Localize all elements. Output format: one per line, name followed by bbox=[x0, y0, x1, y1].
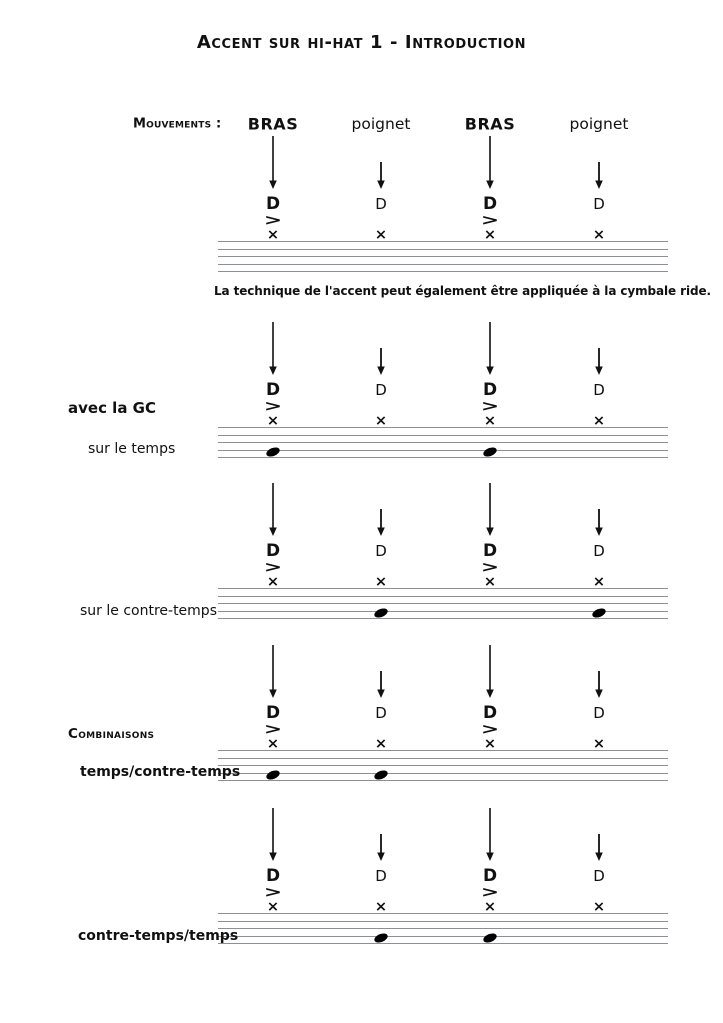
hand-letter: D bbox=[482, 380, 498, 400]
down-arrow-icon bbox=[592, 671, 606, 698]
down-arrow-icon bbox=[266, 322, 280, 375]
hand-letter: D bbox=[265, 541, 281, 561]
staff-label: sur le contre-temps bbox=[80, 603, 217, 619]
staff bbox=[218, 241, 668, 272]
down-arrow-icon bbox=[266, 645, 280, 698]
section-label: avec la GC bbox=[68, 399, 156, 417]
staff-line bbox=[218, 928, 668, 929]
hihat-notehead: × bbox=[374, 413, 388, 429]
movement-header-bras: BRAS bbox=[247, 114, 299, 134]
staff-line bbox=[218, 264, 668, 265]
hihat-notehead: × bbox=[592, 899, 606, 915]
staff bbox=[218, 750, 668, 781]
hihat-notehead: × bbox=[266, 413, 280, 429]
hihat-notehead: × bbox=[592, 413, 606, 429]
hand-letter: D bbox=[482, 194, 498, 214]
hand-letter: D bbox=[265, 194, 281, 214]
staff-label: temps/contre-temps bbox=[80, 764, 241, 780]
staff-line bbox=[218, 256, 668, 257]
accent-mark: > bbox=[480, 558, 500, 576]
staff-label: contre-temps/temps bbox=[78, 928, 239, 944]
accent-mark: > bbox=[480, 883, 500, 901]
hand-letter: D bbox=[593, 704, 605, 722]
movements-label: Mouvements : bbox=[133, 116, 222, 132]
accent-mark: > bbox=[263, 558, 283, 576]
down-arrow-icon bbox=[374, 509, 388, 536]
down-arrow-icon bbox=[592, 348, 606, 375]
accent-mark: > bbox=[480, 720, 500, 738]
down-arrow-icon bbox=[592, 509, 606, 536]
movement-header-poignet: poignet bbox=[569, 115, 629, 133]
hihat-notehead: × bbox=[374, 227, 388, 243]
staff-line bbox=[218, 435, 668, 436]
hihat-notehead: × bbox=[592, 574, 606, 590]
staff-line bbox=[218, 943, 668, 944]
accent-mark: > bbox=[263, 720, 283, 738]
staff-line bbox=[218, 780, 668, 781]
hihat-notehead: × bbox=[374, 899, 388, 915]
hand-letter: D bbox=[375, 381, 387, 399]
down-arrow-icon bbox=[592, 834, 606, 861]
staff-label: sur le temps bbox=[88, 441, 176, 457]
hihat-notehead: × bbox=[483, 227, 497, 243]
hihat-notehead: × bbox=[374, 574, 388, 590]
down-arrow-icon bbox=[374, 671, 388, 698]
down-arrow-icon bbox=[483, 136, 497, 189]
staff-line bbox=[218, 618, 668, 619]
accent-mark: > bbox=[263, 397, 283, 415]
down-arrow-icon bbox=[374, 162, 388, 189]
hand-letter: D bbox=[375, 704, 387, 722]
hihat-notehead: × bbox=[374, 736, 388, 752]
staff-line bbox=[218, 603, 668, 604]
down-arrow-icon bbox=[483, 808, 497, 861]
down-arrow-icon bbox=[592, 162, 606, 189]
hand-letter: D bbox=[593, 867, 605, 885]
hand-letter: D bbox=[265, 703, 281, 723]
staff-line bbox=[218, 936, 668, 937]
accent-mark: > bbox=[480, 211, 500, 229]
hand-letter: D bbox=[482, 703, 498, 723]
staff-line bbox=[218, 773, 668, 774]
down-arrow-icon bbox=[266, 136, 280, 189]
staff-line bbox=[218, 457, 668, 458]
staff-line bbox=[218, 765, 668, 766]
down-arrow-icon bbox=[483, 645, 497, 698]
staff-line bbox=[218, 271, 668, 272]
hand-letter: D bbox=[265, 380, 281, 400]
down-arrow-icon bbox=[374, 834, 388, 861]
staff-line bbox=[218, 450, 668, 451]
down-arrow-icon bbox=[266, 483, 280, 536]
hihat-notehead: × bbox=[483, 736, 497, 752]
hihat-notehead: × bbox=[266, 899, 280, 915]
accent-mark: > bbox=[263, 211, 283, 229]
hand-letter: D bbox=[482, 541, 498, 561]
hihat-notehead: × bbox=[266, 574, 280, 590]
hihat-notehead: × bbox=[592, 736, 606, 752]
hihat-notehead: × bbox=[266, 227, 280, 243]
page-title: Accent sur hi-hat 1 - Introduction bbox=[196, 32, 527, 53]
accent-mark: > bbox=[263, 883, 283, 901]
staff bbox=[218, 913, 668, 944]
hihat-notehead: × bbox=[592, 227, 606, 243]
hand-letter: D bbox=[593, 381, 605, 399]
accent-mark: > bbox=[480, 397, 500, 415]
staff-line bbox=[218, 596, 668, 597]
staff-line bbox=[218, 249, 668, 250]
movement-header-poignet: poignet bbox=[351, 115, 411, 133]
movement-header-bras: BRAS bbox=[464, 114, 516, 134]
hand-letter: D bbox=[375, 195, 387, 213]
hihat-notehead: × bbox=[266, 736, 280, 752]
hand-letter: D bbox=[593, 542, 605, 560]
down-arrow-icon bbox=[483, 483, 497, 536]
down-arrow-icon bbox=[266, 808, 280, 861]
down-arrow-icon bbox=[483, 322, 497, 375]
hand-letter: D bbox=[375, 542, 387, 560]
hihat-notehead: × bbox=[483, 899, 497, 915]
section-label: Combinaisons bbox=[68, 726, 155, 742]
hand-letter: D bbox=[593, 195, 605, 213]
hand-letter: D bbox=[265, 866, 281, 886]
hand-letter: D bbox=[375, 867, 387, 885]
staff bbox=[218, 427, 668, 458]
staff-line bbox=[218, 758, 668, 759]
hihat-notehead: × bbox=[483, 574, 497, 590]
staff-line bbox=[218, 921, 668, 922]
ride-note-text: La technique de l'accent peut également être appliquée à la cymbale ride. bbox=[214, 284, 711, 298]
down-arrow-icon bbox=[374, 348, 388, 375]
hand-letter: D bbox=[482, 866, 498, 886]
hihat-notehead: × bbox=[483, 413, 497, 429]
staff-line bbox=[218, 442, 668, 443]
